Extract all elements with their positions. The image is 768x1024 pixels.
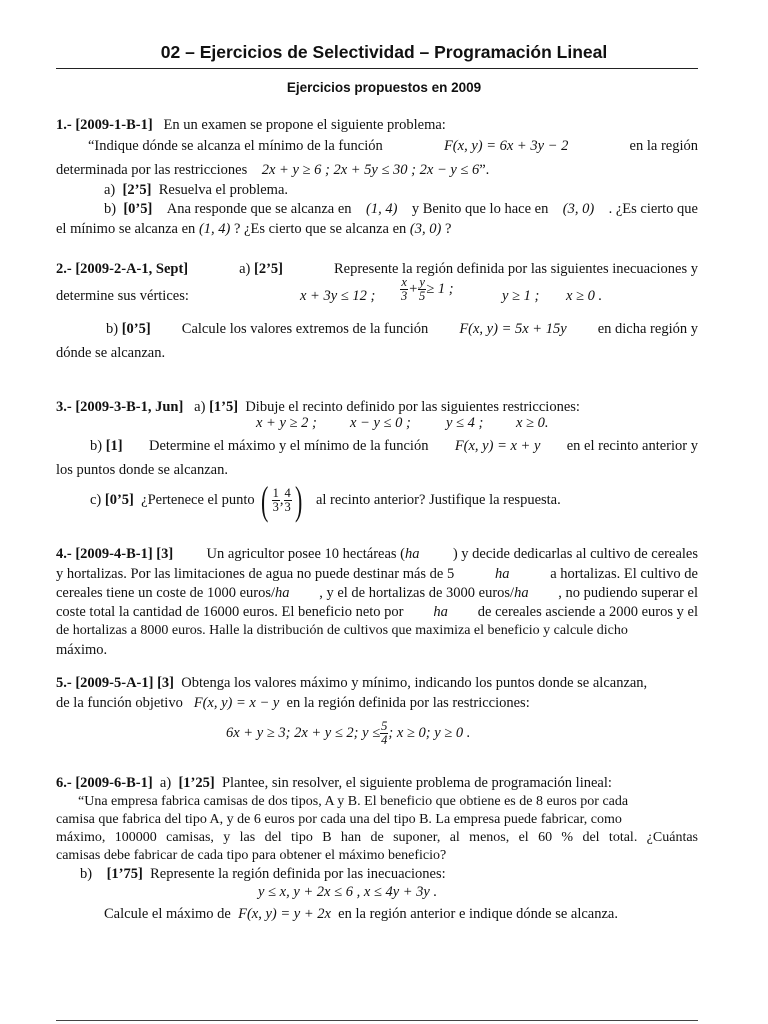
ex2-part-b: b) [0’5] Calcule los valores extremos de la función F(x, y) = 5x + 15y en dicha región y	[106, 321, 698, 337]
page-title: 02 – Ejercicios de Selectividad – Programación Lineal	[160, 42, 608, 62]
ex4-line2: y hortalizas. Por las limitaciones de agua no puede destinar más de 5 ha a hortalizas. El cultivo de	[56, 566, 698, 582]
ex2-c2: $\frac{x}{3}$ + $\frac{y}{5}$ ≥ 1 ;	[401, 275, 454, 303]
ex4-line3: cereales tiene un coste de 1000 euros/ha , y el de hortalizas de 3000 euros/ha , no pudiendo superar el	[56, 585, 698, 601]
ex6-quote-1: “Una empresa fabrica camisas de dos tipos, A y B. El beneficio que obtiene es de 8 euros por cada	[78, 794, 629, 809]
ex4-line4: coste total la cantidad de 16000 euros. El beneficio neto por ha de cereales asciende a 2000 euros y el	[56, 604, 698, 620]
ex3-part-b: b) [1] Determine el máximo y el mínimo de la función F(x, y) = x + y en el recinto anterior y	[90, 438, 698, 454]
ex4-line6: máximo.	[56, 642, 108, 658]
ex5-line1: 5.- [2009-5-A-1] [3] Obtenga los valores máximo y mínimo, indicando los puntos donde se alcanzan,	[56, 675, 648, 691]
ex1-part-b-cont: el mínimo se alcanza en (1, 4) ? ¿Es cierto que se alcanza en (3, 0) ?	[56, 221, 452, 237]
ex3-part-b-cont: los puntos donde se alcanzan.	[56, 462, 228, 478]
ex6-part-b: b) [1’75] Represente la región definida por las inecuaciones:	[80, 866, 446, 882]
ex3-c2: x − y ≤ 0 ;	[350, 415, 411, 431]
ex2-c3: y ≥ 1 ;	[502, 288, 540, 304]
ex1-part-a: a) [2’5] Resuelva el problema.	[104, 182, 289, 198]
footer-rule	[56, 1020, 698, 1021]
ex1-part-b: b) [0’5] Ana responde que se alcanza en (1, 4) y Benito que lo hace en (3, 0) . ¿Es cierto que	[104, 201, 698, 217]
ex5-constraints: 6x + y ≥ 3; 2x + y ≤ 2; y ≤ $\frac{5}{4}$ ; x ≥ 0; y ≥ 0 .	[226, 719, 471, 748]
ex2-c1: x + 3y ≤ 12 ;	[300, 288, 376, 304]
right-paren: )	[294, 477, 303, 523]
left-paren: (	[261, 477, 269, 523]
ex2-c4: x ≥ 0 .	[566, 288, 603, 304]
ex2-part-b-cont: dónde se alcanzan.	[56, 345, 166, 361]
ex4-line1: 4.- [2009-4-B-1] [3] Un agricultor posee 10 hectáreas (ha ) y decide dedicarlas al cultivo de cereales	[56, 546, 698, 562]
ex6-inequalities: y ≤ x, y + 2x ≤ 6 , x ≤ 4y + 3y .	[258, 884, 438, 900]
ex1-quote-line: “Indique dónde se alcanza el mínimo de la función F(x, y) = 6x + 3y − 2 en la región	[88, 138, 698, 154]
title-rule	[56, 68, 698, 69]
ex2-line2-label: determine sus vértices:	[56, 288, 189, 304]
ex3-c3: y ≤ 4 ;	[446, 415, 484, 431]
ex4-line5: de hortalizas a 8000 euros. Halle la distribución de cultivos que maximiza el beneficio y calcule dicho	[56, 623, 628, 638]
ex6-heading: 6.- [2009-6-B-1] a) [1’25] Plantee, sin resolver, el siguiente problema de programación lineal:	[56, 775, 612, 791]
ex2-heading: 2.- [2009-2-A-1, Sept] a) [2’5] Represente la región definida por las siguientes inecuaciones y	[56, 261, 698, 277]
ex5-line2: de la función objetivo F(x, y) = x − y en la región definida por las restricciones:	[56, 695, 530, 711]
ex1-heading: 1.- [2009-1-B-1] En un examen se propone el siguiente problema:	[56, 117, 446, 133]
ex3-part-c: c) [0’5] ¿Pertenece el punto ( $\frac{1}{3}$ , $\frac{4}{3}$ ) al recinto anterior? Justifique la respuesta.	[90, 477, 561, 523]
ex3-c1: x + y ≥ 2 ;	[256, 415, 317, 431]
ex6-quote-2: camisa que fabrica del tipo A, y de 6 euros por cada una del tipo B. La empresa puede fabricar, como	[56, 812, 622, 827]
ex6-last-line: Calcule el máximo de F(x, y) = y + 2x en la región anterior e indique dónde se alcanza.	[104, 906, 618, 922]
ex3-c4: x ≥ 0.	[516, 415, 549, 431]
ex3-heading: 3.- [2009-3-B-1, Jun] a) [1’5] Dibuje el recinto definido por las siguientes restricciones:	[56, 399, 580, 415]
ex6-quote-4: camisas debe fabricar de cada tipo para obtener el máximo beneficio?	[56, 848, 447, 863]
section-subtitle: Ejercicios propuestos en 2009	[286, 80, 482, 95]
ex1-constraints-line: determinada por las restricciones 2x + y ≥ 6 ; 2x + 5y ≤ 30 ; 2x − y ≤ 6”.	[56, 162, 490, 178]
ex6-quote-3: máximo, 100000 camisas, y las del tipo B han de suponer, al menos, el 60 % del total. ¿Cuántas	[56, 830, 698, 845]
